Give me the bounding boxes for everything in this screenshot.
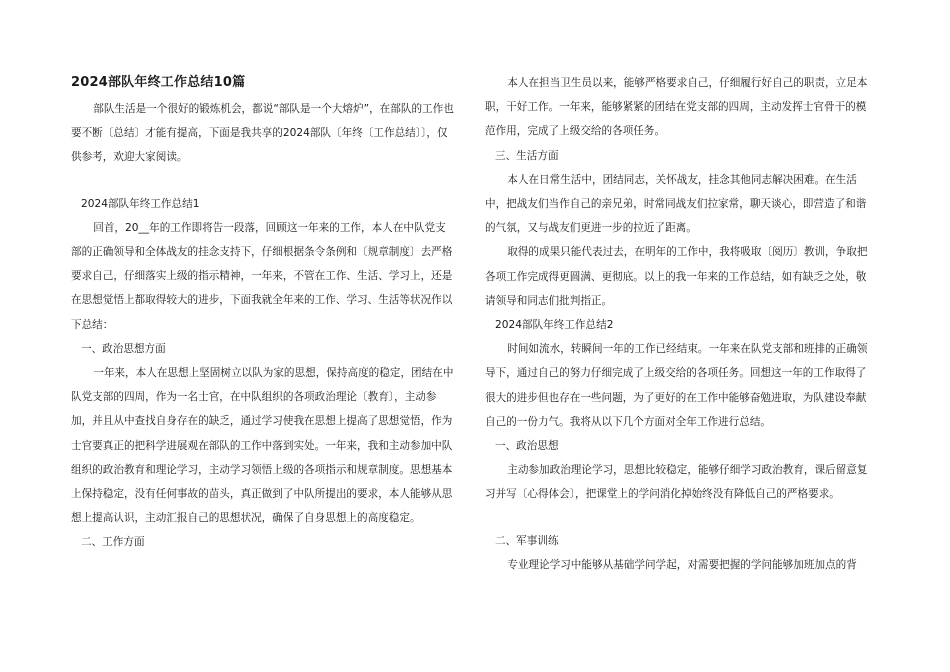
document-title: 2024部队年终工作总结10篇 (71, 75, 246, 90)
spacer (485, 507, 875, 529)
left-column (71, 71, 455, 555)
section1-paragraph-4: 本人在日常生活中，团结同志，关怀战友，挂念其他同志解决困难。在生活中，把战友们当作自己的亲兄弟，时常同战友们拉家常，聊天谈心，即营造了和谐的气氛，又与战友们更进一步的拉近了距离。 (485, 173, 867, 235)
section1-paragraph-5: 取得的成果只能代表过去，在明年的工作中，我将吸取〔阅历〕教训，争取把各项工作完成得更圆满、更彻底。以上的我一年来的工作总结，如有缺乏之处，敬请领导和同志们批判指正。 (485, 246, 868, 307)
section2-heading-politics: 一、政治思想 (495, 440, 559, 453)
section1-heading-politics: 一、政治思想方面 (81, 342, 166, 355)
section2-paragraph-3: 专业理论学习中能够从基础学问学起，对需要把握的学问能够加班加点的背 (507, 558, 857, 571)
section1-heading-life: 三、生活方面 (495, 149, 559, 162)
section2-heading-training: 二、军事训练 (495, 534, 559, 547)
intro-paragraph: 部队生活是一个很好的锻炼机会，都说“部队是一个大熔炉”，在部队的工作也要不断〔总结〕才能有提高，下面是我共享的2024部队〔年终〔工作总结〕〕，仅供参考，欢迎大家阅读。 (71, 103, 454, 164)
section1-paragraph-2: 一年来，本人在思想上坚固树立以队为家的思想，保持高度的稳定，团结在中队党支部的四周，作为一名士官，在中队组织的各项政治理论〔教育〕，主动参加，并且从中查找自身存在的缺乏，通过学习使我在思想上提高了思想觉悟，作为士官要真正的把科学进展观在部队的工作中落到实处。一年来，我和主动参加中队组织的政治教育和理论学习，主动学习领悟上级的各项指示和规章制度。思想基本上保持稳定，没有任何事故的苗头，真正做到了中队所提出的要求，本人能够从思想上提高认识，主动汇报自己的思想状况，确保了自身思想上的高度稳定。 (71, 367, 454, 525)
section1-heading-work: 二、工作方面 (81, 536, 145, 549)
section1-paragraph-3: 本人在担当卫生员以来，能够严格要求自己，仔细履行好自己的职责，立足本职，干好工作。一年来，能够紧紧的团结在党支部的四周，主动发挥士官骨干的模范作用，完成了上级交给的各项任务。 (485, 77, 868, 138)
section2-title: 2024部队年终工作总结2 (495, 319, 614, 332)
section1-paragraph-1: 回首，20__年的工作即将告一段落，回顾这一年来的工作，本人在中队党支部的正确领导和全体战友的挂念支持下，仔细根据条令条例和〔规章制度〕去严格要求自己，仔细落实上级的指示精神，一年来，不管在工作、生活、学习上，还是在思想觉悟上都取得较大的进步，下面我就全年来的工作、学习、生活等状况作以下总结： (71, 221, 453, 331)
section2-paragraph-2: 主动参加政治理论学习，思想比较稳定，能够仔细学习政治教育，课后留意复习并写〔心得体会〕，把课堂上的学问消化掉始终没有降低自己的严格要求。 (485, 464, 868, 501)
section1-title: 2024部队年终工作总结1 (81, 197, 200, 210)
section2-paragraph-1: 时间如流水，转瞬间一年的工作已经结束。一年来在队党支部和班排的正确领导下，通过自己的努力仔细完成了上级交给的各项任务。回想这一年的工作取得了很大的进步但也存在一些问题，为了更好的在工作中能够奋勉进取，为队建设奉献自己的一份力气。我将从以下几个方面对全年工作进行总结。 (485, 343, 868, 428)
right-column (485, 71, 875, 577)
spacer (71, 170, 455, 192)
